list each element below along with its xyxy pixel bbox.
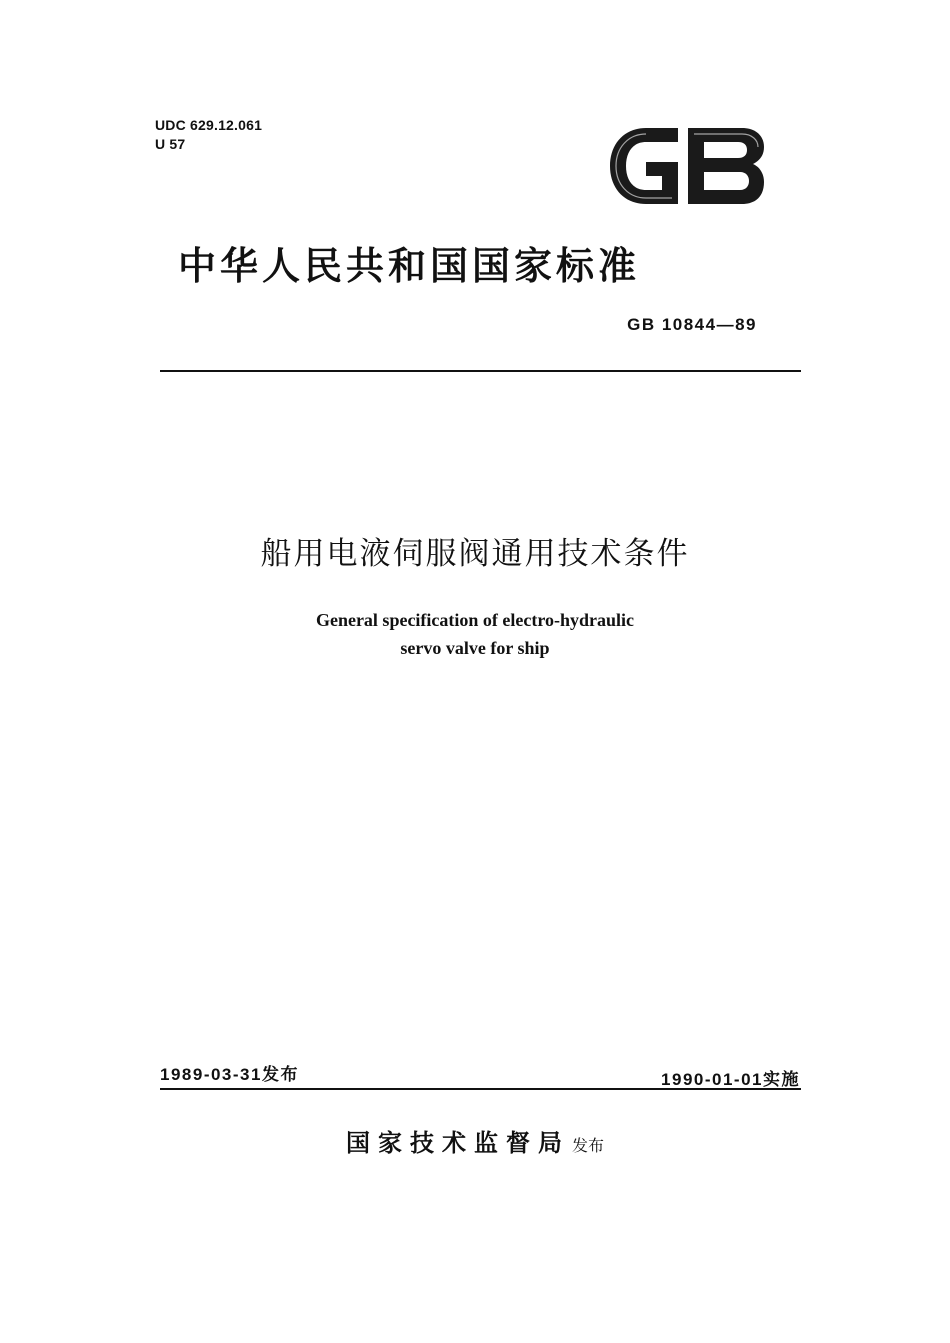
classification-block <box>155 116 262 154</box>
english-title-line-1: General specification of electro-hydraulic <box>315 610 635 630</box>
issue-date: 1989-03-31发布 <box>160 1065 299 1084</box>
implementation-date: 1990-01-01实施 <box>661 1070 800 1089</box>
udc-code: UDC 629.12.061 <box>155 117 263 133</box>
standard-title: 中华人民共和国国家标准 <box>178 244 641 288</box>
document-title-english <box>0 606 950 662</box>
document-title-chinese: 船用电液伺服阀通用技术条件 <box>260 536 690 572</box>
issuing-authority <box>0 1123 950 1158</box>
classification-code: U 57 <box>155 136 186 152</box>
english-title-line-2: servo valve for ship <box>400 638 550 658</box>
footer-divider <box>160 1088 801 1090</box>
header-divider <box>160 370 801 372</box>
standard-number: GB 10844—89 <box>627 315 757 334</box>
issuer-name: 国家技术监督局 <box>345 1129 570 1157</box>
gb-logo <box>606 126 766 206</box>
issuer-suffix: 发布 <box>571 1136 604 1155</box>
